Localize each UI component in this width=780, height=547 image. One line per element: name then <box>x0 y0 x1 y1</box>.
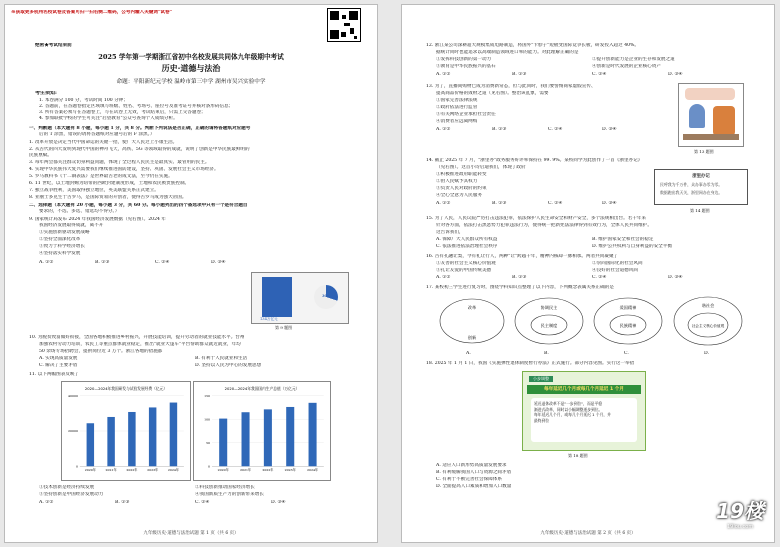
poem-title: 浙里办记 <box>692 174 710 179</box>
judge-2b: 民族禀赋。 <box>29 153 52 158</box>
q11-item-2: ②科技创新推动国家经济增长 <box>195 485 255 490</box>
q16-opt-c: C. ②④ <box>592 275 607 280</box>
q14-item-2: ②由人民赋予其权力 <box>436 179 478 184</box>
q9-stem: 9. 国家统计局发布 2024 年我国经济发展数据（见右图）。2024 年 <box>29 217 166 222</box>
q13-stem-2: 提高商品价格的敛财之道（见右图）。整治该乱象，需要 <box>436 91 549 96</box>
section2-title: 二、选择题（本大题有 20 小题，每小题 3 分，共 60 分。每小题列出的四个备选项中只有一个是符合题目 <box>29 203 248 208</box>
banner-text: ※获取更多杭州名校试卷及答案可扫一扫右侧二维码，公号内输入关键词"试卷" <box>11 10 172 15</box>
q11-opt-d: D. ③④ <box>271 500 286 505</box>
page-2-footer: 九年级历史·道德与法治试题 第 2 页（共 6 页） <box>540 531 636 536</box>
x-tick-label: 2022年 <box>126 468 138 473</box>
section2-sub: 要求的，不选、多选、错选均不得分。） <box>39 209 120 214</box>
x-tick-label: 2024年 <box>307 468 319 473</box>
bar-2023年 <box>149 407 156 466</box>
q14-item-4: ④全心全意为人民服务 <box>436 193 482 198</box>
q12-stem-2: 据统计同时也能追求以高端制造领域进口率的能力。对此理解正确的是 <box>436 50 579 55</box>
q18-stem: 18. 2025 年 1 月 1 日，我国《实施弹性退休制度暂行办法》正式施行。部分内容见图。实行这一举措 <box>426 361 635 366</box>
authors: 命题：平阳新纪元学校 温岭市第三中学 湖州市吴兴实验中学 <box>116 79 266 85</box>
q18-opt-c: C. 有利于不断完善社会保障体系 <box>436 477 502 482</box>
q17-a-label-1: 改革 <box>467 305 477 310</box>
q14-opt-a: A. ①② <box>436 201 451 206</box>
y-tick-label: 150 <box>204 393 211 398</box>
q16-stem: 16. 古有孔融让梨，今有礼让行人，两种"让"跨越千年，精神内核却一脉相承。两者共同凝聚了 <box>426 254 619 259</box>
q17-c-label-2: 民族精神 <box>619 323 637 328</box>
q9-opt-d: D. ③④ <box>211 260 226 265</box>
q12-opt-d: D. ③④ <box>668 72 683 77</box>
q9-item-4: ④坚持落实科学发展 <box>39 251 81 256</box>
q9-item-1: ①实施创新驱动发展战略 <box>39 230 90 235</box>
notice-tag: 小步调整 <box>529 376 553 382</box>
q12-opt-b: B. ①③ <box>512 72 527 77</box>
q10-stem-3: 50 余场专场招聘会，提供岗位近 3 万个。浙江各地的措施都 <box>39 349 163 354</box>
chart-left-title: 2020—2024年我国研发与试验发展经费（亿元） <box>84 386 168 391</box>
figure-18-caption: 第 18 题图 <box>568 453 588 458</box>
q10-opt-b: B. 有利于人民就业和生活 <box>195 356 248 361</box>
q9-item-2: ②坚持全面深化改革 <box>39 237 81 242</box>
q17-opt-b: B. <box>544 351 549 356</box>
bar-2021年 <box>242 412 250 466</box>
x-tick-label: 2020年 <box>217 468 229 473</box>
q17-opt-c: C. <box>624 351 629 356</box>
poem-line-1: 民呼我为千万件，众办事办零为零。 <box>660 182 723 187</box>
q12-opt-a: A. ①② <box>436 72 451 77</box>
judge-4: 4. 实现中华民族伟大复兴需要我们继续推进国防建设，坚持、巩固、发展社会主义市场经济。 <box>29 167 219 172</box>
q11-item-3: ③坚持创新是中国经济发展动力 <box>39 492 104 497</box>
q17-diagram-a <box>440 299 504 343</box>
secret-label: 绝密★考试结束前 <box>35 43 72 48</box>
q17-diagrams <box>432 295 752 351</box>
q13-opt-a: A. ①② <box>436 127 451 132</box>
q17-stem: 17. 某校初三学生进行复习时，围绕学科知识点整理了以下内容，下列概念表属关系正确的是 <box>426 285 614 290</box>
q17-a-label-2: 创新 <box>467 335 477 340</box>
y-tick-label: 100 <box>204 417 211 422</box>
figure-13-cartoon <box>678 83 744 147</box>
bar-2023年 <box>286 407 294 466</box>
q16-item-2: ②崇尚国际化的社会风尚 <box>592 261 643 266</box>
watermark-logo <box>716 495 764 530</box>
q15-opt-a: A. 保障广大人民群众所有权益 <box>436 237 498 242</box>
q14-opt-d: D. ③④ <box>602 201 617 206</box>
q16-item-4: ④良好的社会道德风尚 <box>592 268 638 273</box>
q9-opt-b: B. ①③ <box>95 260 110 265</box>
q11-opt-b: B. ①③ <box>115 500 130 505</box>
q13-opt-d: D. ③④ <box>602 127 617 132</box>
q12-item-1: ①发挥科技创新的第一动力 <box>436 57 492 62</box>
y-tick-label: 0 <box>75 464 78 469</box>
q15-stem: 15. 为了人民，人民议院严厉打击违法犯罪，依法保护人民生命安全和财产安全，多个法规相出台。若干年来 <box>426 216 647 221</box>
judge-1: 1. 改革开放是决定当代中国命运的关键一招，使广大人民过上小康生活。 <box>29 140 178 145</box>
judge-7: 7. 独立战争胜利，美国取得独立地位，英美联盟关系正式建立。 <box>29 188 159 193</box>
section1-sub: 后的 T 涂黑，错误的请将答题纸对应题号后的 F 涂黑。） <box>39 132 155 137</box>
q9-stem-2: 我国经济发展取得成就，离不开 <box>39 223 104 228</box>
y-tick-label: 20000 <box>68 429 78 434</box>
page-1-footer: 九年级历史·道德与法治试题 第 1 页（共 6 页） <box>143 531 239 536</box>
qr-code <box>327 8 361 42</box>
bar-2020年 <box>219 419 227 467</box>
q13-item-2: ②政府依法进行监管 <box>436 105 478 110</box>
q17-diagram-b <box>515 298 583 344</box>
q17-b-label-1: 协调民主 <box>540 305 558 310</box>
watermark-text: 19楼 <box>716 499 764 523</box>
q14-stem-2: （见右图）。这首小诗启迪我们，体现了政府 <box>436 165 526 170</box>
q17-diagram-d <box>674 297 742 345</box>
y-tick-label: 0 <box>208 464 211 469</box>
q15-stem-3: 这告诉我们， <box>436 230 464 235</box>
judge-6: 6. 11 世纪，以土地封赐为纽带的西欧封建制度形成，土地和农民被贵族控制。 <box>29 181 190 186</box>
note-4: 4. 参加联批学校的学生可关注"启望教育"公众号查询个人成绩分析。 <box>39 116 178 121</box>
q14-item-3: ③负责人民对政府的约束 <box>436 186 487 191</box>
x-tick-label: 2021年 <box>239 468 252 473</box>
figure-14-caption: 第 14 题图 <box>690 208 710 213</box>
q11-item-1: ①技术创新是经济持续发展 <box>39 485 95 490</box>
x-tick-label: 2024年 <box>167 468 179 473</box>
q17-d-label-1: 谐社会 <box>701 303 715 308</box>
q13-item-4: ④消费者应远离网购 <box>436 119 478 124</box>
notice-title: 每年延迟几个月或每几个月延迟 1 个月 <box>527 385 641 394</box>
judge-3: 3. 每年两会都关注群众切身利益问题，体现了全过程人民民主是最真实、最管用的民主。 <box>29 160 210 165</box>
judge-8: 8. 亚丽士多克生于古罗马，是国际贸易的开创者，使得古罗马成为强大帝国。 <box>29 195 187 200</box>
q17-d-label-2: 社会主义核心价值观 <box>691 324 725 328</box>
q10-stem: 10. 为脱贫致富做好衔接，全国各地积极推进乡村振兴，开展技能培训，提升劳动者的就业技能水平。台州 <box>29 335 245 340</box>
q16-item-3: ③孔让友爱的中国传统美德 <box>436 268 492 273</box>
notice-body: 延迟退休改革不是"一步到位"，而是平稳 渐进式改革，同时以小幅调整逐步到位。 每年延迟几个月，或每几个月延迟 1 个月，并 最终到位 <box>531 398 637 442</box>
q11-chart-right <box>193 381 331 481</box>
q13-stem: 13. 为了，直播间购物已成为消费新常态，但与此同时，我们要警惕商家虚假宣传、 <box>426 84 596 89</box>
q18-opt-a: A. 适应人口新形势高质量发展要求 <box>436 463 507 468</box>
q11-opt-a: A. ①② <box>39 500 54 505</box>
q16-item-1: ①友善的社会主义核心价值观 <box>436 261 496 266</box>
q10-opt-a: A. 实现高质量发展 <box>39 356 78 361</box>
x-tick-label: 2021年 <box>105 468 117 473</box>
q14-item-1: ①积极推进政府职能转变 <box>436 172 487 177</box>
figure-18-notice <box>522 371 646 451</box>
q12-item-2: ②提升创新能力是企业的生存和发展之道 <box>592 57 675 62</box>
bar-2022年 <box>264 409 272 466</box>
q11-opt-c: C. ②④ <box>195 500 210 505</box>
poem-line-2: 数据跑出我天关，浙里网办在身边。 <box>660 190 723 195</box>
q14-opt-c: C. ②④ <box>548 201 563 206</box>
q16-opt-a: A. ①② <box>436 275 451 280</box>
figure-9 <box>251 272 349 324</box>
x-tick-label: 2022年 <box>262 468 274 473</box>
judge-5: 5. 罗马教科书《十二铜表法》是世界最古老的成文法，至今仍在实施。 <box>29 174 173 179</box>
q16-opt-d: D. ③④ <box>668 275 683 280</box>
bar-2024年 <box>309 403 317 466</box>
q11-chart-left <box>61 381 191 481</box>
q9-opt-a: A. ①② <box>39 260 54 265</box>
judge-2: 2. 从古代的四大发明到现代中国的神舟飞天，高铁、5G 等领域取得的成就，说明了创新是中华民族最鲜明的 <box>29 147 250 152</box>
note-3: 3. 所有答案必须写在答题卷上，写在试卷上无效，考试结束后，只需上交答题卷； <box>39 110 206 115</box>
fig9-pie-label: 30% <box>322 294 331 298</box>
q15-stem-2: 针对各方面，依法打击黑恶势力犯罪违法行为，使得统一把新宪法法律得到有效行为，全体人民共同维护。 <box>436 223 652 228</box>
q13-item-3: ③有关网络企业承担社会责任 <box>436 112 496 117</box>
q12-stem: 12. 浙江某公司深耕超大规模集成电路制造，将国外"卡脖子"短板变国际竞争长板，研发投入超过 40%。 <box>426 43 640 48</box>
q15-opt-b: B. 维护国家安全和社会的稳定 <box>592 237 654 242</box>
notes-title: 考生须知: <box>35 91 57 96</box>
q11-stem: 11. 以下两幅图表反映了 <box>29 372 80 377</box>
q18-opt-b: B. 有利缓解我国人口与资源之间矛盾 <box>436 470 512 475</box>
q13-opt-c: C. ②④ <box>548 127 563 132</box>
chart-right-title: 2020—2024年我国国内生产总值（万亿元） <box>224 386 300 391</box>
q18-opt-d: D. 全面提高人口素质和增加人口数量 <box>436 484 512 489</box>
q12-item-3: ③教育是中华民族振兴的基石 <box>436 64 496 69</box>
bar-2024年 <box>170 403 177 467</box>
exam-title: 2025 学年第一学期浙江省初中名校发展共同体九年级期中考试 <box>98 53 284 61</box>
q13-opt-b: B. ①③ <box>492 127 507 132</box>
x-tick-label: 2023年 <box>147 468 159 473</box>
note-2: 2. 答题前，在答题卷指定区域填写班级、姓名、考场号、座位号及准考证号并核对条形码信息； <box>39 104 234 109</box>
q17-c-label-1: 爱国精神 <box>619 305 637 310</box>
exam-page-1 <box>4 4 378 543</box>
figure-13-caption: 第 13 题图 <box>694 149 714 154</box>
q15-opt-c: C. 依法推进依法治理社会秩序 <box>436 244 498 249</box>
q17-b-label-2: 民主制度 <box>540 323 558 328</box>
q10-opt-d: D. 坚持以人民为中心的发展思想 <box>195 363 262 368</box>
subject-title: 历史·道德与法治 <box>161 63 221 73</box>
bar-2021年 <box>107 417 114 466</box>
q17-opt-d: D. <box>704 351 709 356</box>
note-1: 1. 本卷满分 100 分，考试时间 100 分钟； <box>39 98 128 103</box>
y-tick-label: 40000 <box>68 393 78 398</box>
q14-stem: 14. 截止 2025 年 7 月，"浙里办"政务服务好评率保持在 99. 9%。某校同学为此创作了一首《浙里办记》 <box>426 158 643 163</box>
fig9-bar-label: 134万亿元 <box>260 317 278 321</box>
q13-item-1: ①国家完善法律法规 <box>436 98 478 103</box>
q11-item-4: ④我国新质生产力的创新带来增长 <box>195 492 264 497</box>
section1-title: 一、判断题（本大题有 8 小题，每小题 1 分，共 8 分。判断下列说法是否正确，正确的请将答题纸对应题号 <box>29 126 251 131</box>
bar-2022年 <box>128 412 135 466</box>
q17-diagram-c <box>594 298 662 344</box>
q17-opt-a: A. <box>466 351 471 356</box>
fig9-bar <box>262 277 292 317</box>
y-tick-label: 50 <box>206 440 211 445</box>
q9-opt-c: C. ②④ <box>155 260 170 265</box>
q16-opt-b: B. ①③ <box>512 275 527 280</box>
figure-14-poem <box>654 169 748 205</box>
x-tick-label: 2023年 <box>284 468 296 473</box>
q9-item-3: ③致力于科学经济增长 <box>39 244 85 249</box>
q15-opt-d: D. 维护公共权利与自身利益的安全平衡 <box>592 244 672 249</box>
q12-opt-c: C. ②④ <box>592 72 607 77</box>
exam-page-2 <box>401 4 775 543</box>
watermark-sub: 19lou.com <box>726 524 754 530</box>
q12-item-4: ④创新是时代发展的企业核心资产 <box>592 64 661 69</box>
q10-stem-2: 加强农村劳动力培训，农民工等重点群体就业稳定，推出"就业大篷车"平台帮助群众就近就业，年均 <box>39 342 241 347</box>
q14-opt-b: B. ①③ <box>492 201 507 206</box>
figure-9-caption: 第 9 题图 <box>275 325 293 330</box>
q10-opt-c: C. 解决了主要矛盾 <box>39 363 78 368</box>
bar-2020年 <box>87 423 94 466</box>
x-tick-label: 2020年 <box>84 468 96 473</box>
